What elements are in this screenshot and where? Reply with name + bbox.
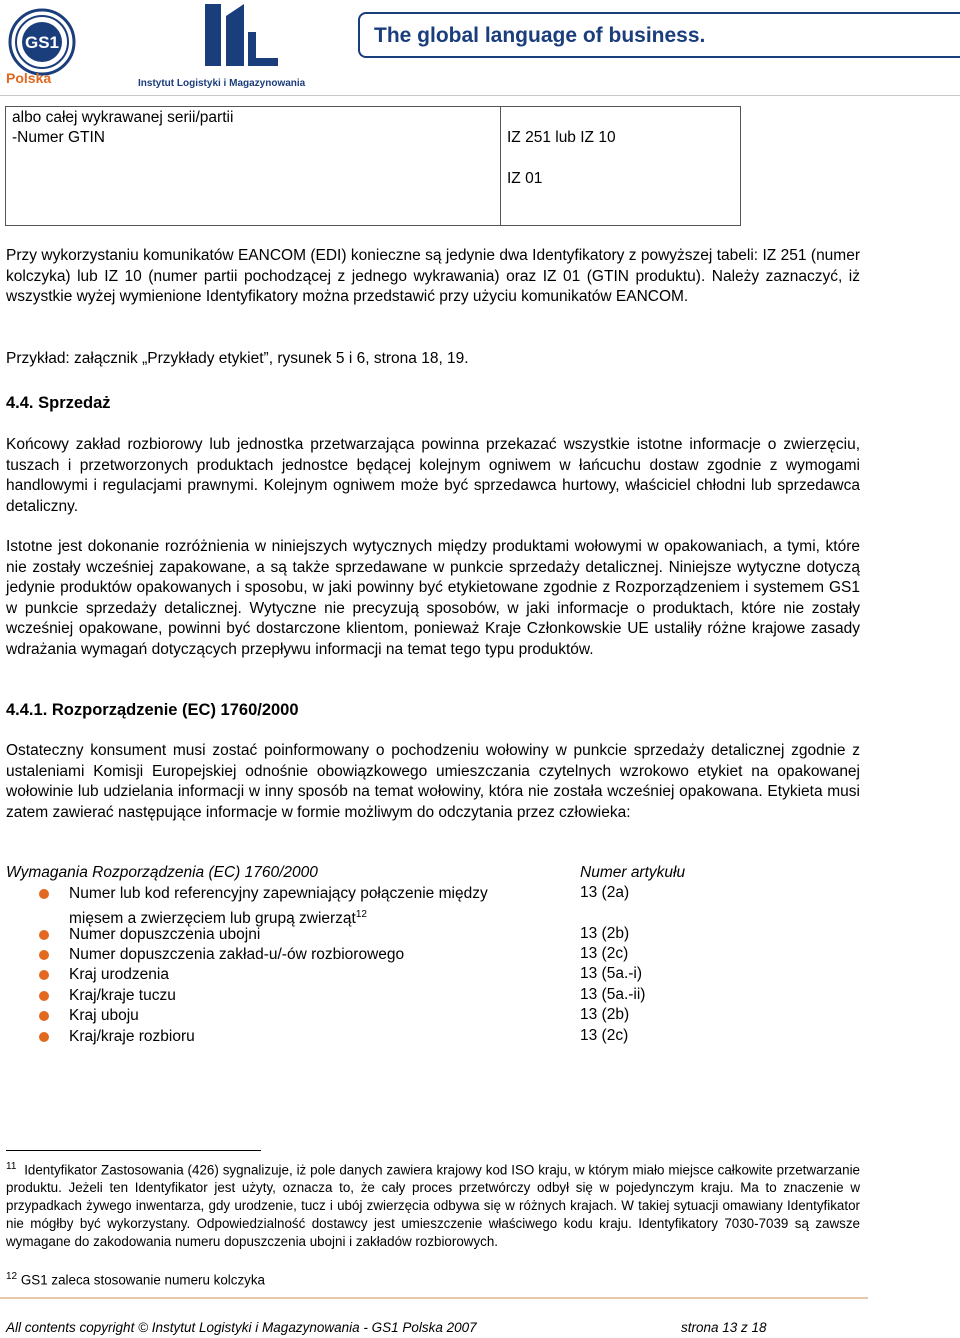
requirements-title: Wymagania Rozporządzenia (EC) 1760/2000: [6, 864, 318, 881]
footer-copyright: All contents copyright © Instytut Logistyki i Magazynowania - GS1 Polska 2007: [6, 1320, 477, 1335]
svg-text:GS1: GS1: [24, 33, 60, 52]
table-cell-left-line1: albo całej wykrawanej serii/partii: [12, 109, 234, 126]
footnote-separator: [6, 1150, 261, 1151]
list-item: Numer lub kod referencyjny zapewniający połączenie między mięsem a zwierzęciem lub grupą zwierząt$^{12}$: [69, 885, 488, 927]
bullet-icon: [39, 889, 49, 899]
article-number: 13 (2b): [580, 925, 630, 942]
paragraph-sales: Końcowy zakład rozbiorowy lub jednostka przetwarzająca powinna przekazać wszystkie istotne informacje o zwierzęciu, tuszach i przetworzonych produktach jednostce będącej kolejnym ogniwem w łańcuchu dostaw zgodnie z wymogami handlowymi i regulacjami prawnymi. Kolejnym ogniwem może być sprzedawca hurtowy, właściciel chłodni lub sprzedawca detaliczny.: [6, 436, 860, 515]
ilim-logo: [200, 2, 320, 72]
paragraph-distinction: Istotne jest dokonanie rozróżnienia w niniejszych wytycznych między produktami wołowymi w opakowaniach, a tymi, które nie zostały wcześniej zapakowane, a są także sprzedawane w punkcie sprzedaży detalicznej. Niniejsze wytyczne dotyczą jedynie produktów opakowanych i sposobu, w jaki powinny być etykietowane zgodnie z Rozporządzeniem i systemem GS1 w punkcie sprzedaży detalicznej. Wytyczne nie precyzują sposobów, w jaki informacje o produktach, które nie zostały wcześniej opakowane, powinni być dostarczone klientom, ponieważ Kraje Członkowskie UE ustaliły różne krajowe zasady wdrażania wymagań dotyczących przepływu informacji na temat tego typu produktów.: [6, 538, 860, 658]
bullet-icon: [39, 930, 49, 940]
list-item: Kraj/kraje rozbioru: [69, 1028, 195, 1045]
bullet-icon: [39, 950, 49, 960]
list-item: Numer dopuszczenia zakład-u/-ów rozbiorowego: [69, 946, 405, 963]
list-item: Kraj urodzenia: [69, 966, 169, 983]
article-number: 13 (2b): [580, 1006, 630, 1023]
article-number: 13 (5a.-i): [580, 965, 643, 982]
paragraph-regulation: Ostateczny konsument musi zostać poinformowany o pochodzeniu wołowiny w punkcie sprzedaży detalicznej zgodnie z ustaleniami Komisji Europejskiej odnośnie obowiązkowego umieszczania czytelnych wzrokowo etykiet na opakowanej wołowinie lub udzielania informacji w inny sposób na temat wołowiny, która nie została wcześniej opakowana. Etykieta musi zatem zawierać następujące informacje w formie możliwym do odczytania przez człowieka:: [6, 742, 860, 821]
paragraph-example: Przykład: załącznik „Przykłady etykiet”, rysunek 5 i 6, strona 18, 19.: [6, 350, 469, 367]
bullet-icon: [39, 991, 49, 1001]
section-heading-regulation: 4.4.1. Rozporządzenie (EC) 1760/2000: [6, 701, 299, 719]
table-cell-left-line2: -Numer GTIN: [12, 129, 105, 146]
table-column-divider: [500, 106, 501, 226]
bullet-icon: [39, 1011, 49, 1021]
footnote-11: $^{11}$ Identyfikator Zastosowania (426) sygnalizuje, iż pole danych zawiera krajowy kod ISO kraju, w którym miało miejsce całkowite przetwarzanie produktu. Jeżeli ten Identyfikator jest użyty, oznacza to, że cały proces przetwórczy odbył się w pojedynczym kraju. Ma to znaczenie w przypadkach żywego inwentarza, gdy urodzenie, tucz i ubój zwierzęcia odbywa się w różnych krajach. W takiej sytuacji omawiany Identyfikator nie mógłby być wykorzystany. Odpowiedzialność dostawcy jest umieszczenie właściwego kodu kraju. Identyfikatory 7030-7039 są zawsze wymagane do zakodowania numeru dopuszczenia ubojni i zakładów rozbiorowych.: [6, 1161, 860, 1250]
gs1-country-label: Polska: [6, 70, 52, 86]
footnote-12: $^{12}$ GS1 zaleca stosowanie numeru kolczyka: [6, 1271, 265, 1288]
footer-page-number: strona 13 z 18: [681, 1320, 767, 1335]
section-heading-sales: 4.4. Sprzedaż: [6, 394, 111, 412]
footnote-11-mark: 11: [6, 1161, 17, 1172]
ilim-logo-label: Instytut Logistyki i Magazynowania: [138, 78, 306, 89]
tagline: The global language of business.: [374, 24, 706, 47]
paragraph-eancom: Przy wykorzystaniu komunikatów EANCOM (EDI) konieczne są jedynie dwa Identyfikatory z powyższej tabeli: IZ 251 (numer kolczyka) lub IZ 10 (numer partii pochodzącej z jednego wykrawania) oraz IZ 01 (GTIN produktu). Należy zaznaczyć, iż wszystkie wyżej wymienione Identyfikatory można przedstawić przy użyciu komunikatów EANCOM.: [6, 247, 860, 305]
header-divider: [0, 95, 960, 96]
article-number: 13 (5a.-ii): [580, 986, 646, 1003]
table-cell-right-line1: IZ 251 lub IZ 10: [507, 129, 616, 146]
list-item: Kraj/kraje tuczu: [69, 987, 176, 1004]
footer-divider: [0, 1297, 868, 1299]
article-title: Numer artykułu: [580, 864, 686, 881]
list-item: Kraj uboju: [69, 1007, 139, 1024]
bullet-icon: [39, 1032, 49, 1042]
article-number: 13 (2c): [580, 1027, 629, 1044]
bullet-icon: [39, 970, 49, 980]
footnote-12-mark: 12: [6, 1271, 18, 1282]
article-number: 13 (2c): [580, 945, 629, 962]
article-number: 13 (2a): [580, 884, 630, 901]
table-cell-right-line2: IZ 01: [507, 170, 543, 187]
list-item: Numer dopuszczenia ubojni: [69, 926, 261, 943]
